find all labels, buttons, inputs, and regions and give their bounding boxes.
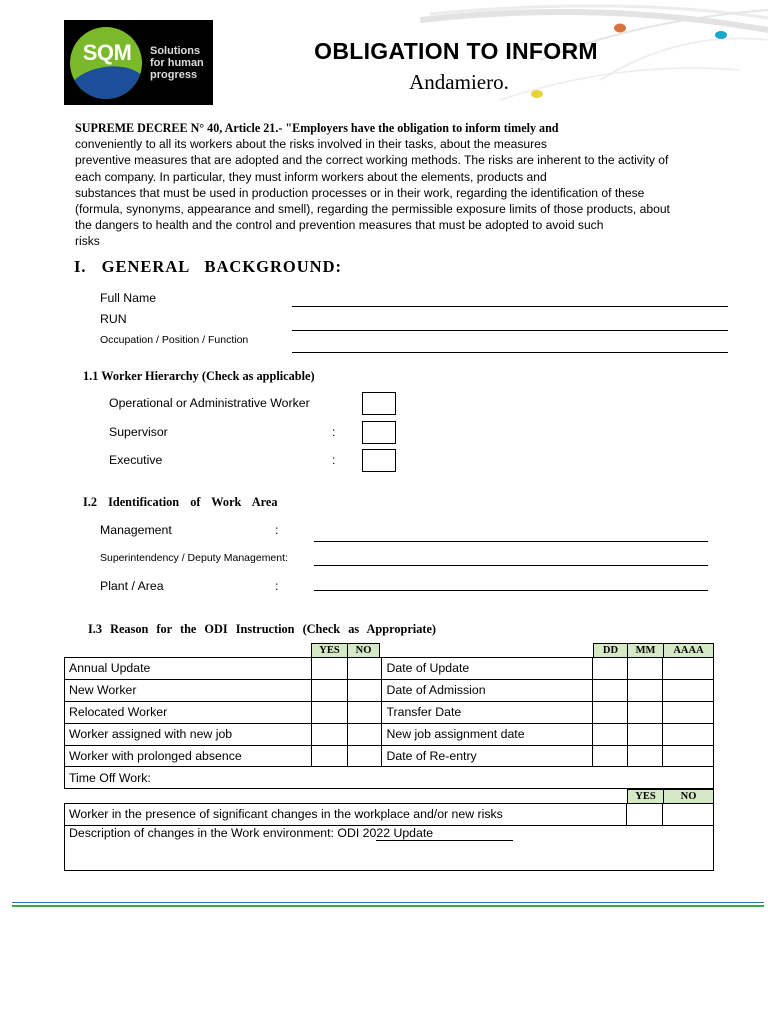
changes-yes-cell[interactable] — [627, 804, 663, 826]
decree-lead: SUPREME DECREE N° 40, Article 21.- "Employers have the obligation to inform timely and — [75, 121, 559, 135]
reason-label: Worker assigned with new job — [65, 723, 312, 745]
section-general-background-heading: I. GENERAL BACKGROUND: — [74, 257, 342, 276]
run-field[interactable] — [292, 330, 728, 331]
plant-area-field[interactable] — [314, 590, 708, 591]
yyyy-header: AAAA — [663, 643, 714, 658]
decree-line: substances that must be used in production processes or in their work, regarding the identification of these — [75, 185, 645, 200]
yyyy-cell[interactable] — [663, 658, 714, 680]
yes-header: YES — [311, 643, 348, 658]
colon: : — [332, 425, 336, 439]
date-label: Date of Update — [382, 658, 593, 680]
date-label: Date of Re-entry — [382, 745, 593, 767]
hierarchy-executive-checkbox[interactable] — [362, 449, 396, 472]
yyyy-cell[interactable] — [663, 723, 714, 745]
no-cell[interactable] — [347, 701, 382, 723]
work-area-heading: I.2 Identification of Work Area — [83, 495, 278, 509]
decree-line: the dangers to health and the control and prevention measures that must be adopted to avoid such — [75, 218, 604, 233]
colon: : — [332, 453, 336, 467]
date-label: New job assignment date — [382, 723, 593, 745]
occupation-label: Occupation / Position / Function — [100, 334, 249, 346]
run-label: RUN — [100, 312, 127, 326]
no-cell[interactable] — [347, 658, 382, 680]
hierarchy-supervisor-label: Supervisor — [109, 425, 168, 439]
decree-line: (formula, synonyms, appearance and smell), regarding the permissible exposure limits of those products, about — [75, 202, 670, 217]
mm-cell[interactable] — [628, 679, 663, 701]
dd-cell[interactable] — [593, 723, 628, 745]
superintendency-label: Superintendency / Deputy Management: — [100, 552, 288, 564]
orange-dot — [614, 24, 626, 33]
mm-cell[interactable] — [628, 745, 663, 767]
hierarchy-operational-label: Operational or Administrative Worker — [109, 396, 310, 410]
yyyy-cell[interactable] — [663, 701, 714, 723]
dd-cell[interactable] — [593, 701, 628, 723]
table-row — [65, 804, 714, 826]
yes-cell[interactable] — [311, 679, 347, 701]
mm-header: MM — [627, 643, 664, 658]
decree-line: each company. In particular, they must inform workers about the elements, products and — [75, 169, 547, 184]
time-off-work-cell[interactable]: Time Off Work: — [65, 767, 714, 789]
table-row — [65, 825, 714, 870]
reason-label: Worker with prolonged absence — [65, 745, 312, 767]
changes-table — [64, 803, 714, 871]
description-label: Description of changes in the Work environment: ODI 20 — [69, 825, 377, 840]
no-header: NO — [347, 643, 380, 658]
odi-reason-table — [64, 657, 714, 789]
description-value: 22 Update — [376, 826, 513, 841]
dd-cell[interactable] — [593, 658, 628, 680]
hierarchy-executive-label: Executive — [109, 453, 163, 467]
changes-yes-header: YES — [627, 789, 664, 804]
colon: : — [275, 579, 279, 593]
reason-label: New Worker — [65, 679, 312, 701]
hierarchy-supervisor-checkbox[interactable] — [362, 421, 396, 444]
yes-cell[interactable] — [311, 723, 347, 745]
page-subtitle: Andamiero. — [409, 70, 509, 94]
table-row — [65, 658, 714, 680]
management-field[interactable] — [314, 541, 708, 542]
description-cell[interactable] — [65, 825, 714, 870]
full-name-field[interactable] — [292, 306, 728, 307]
table-row — [65, 767, 714, 789]
superintendency-field[interactable] — [314, 565, 708, 566]
changes-no-header: NO — [663, 789, 714, 804]
mm-cell[interactable] — [628, 723, 663, 745]
decree-line: conveniently to all its workers about the risks involved in their tasks, about the measures — [75, 137, 547, 152]
no-cell[interactable] — [347, 745, 382, 767]
table-row — [65, 723, 714, 745]
decree-paragraph — [75, 120, 697, 250]
yyyy-cell[interactable] — [663, 745, 714, 767]
dd-header: DD — [593, 643, 628, 658]
management-label: Management — [100, 523, 172, 537]
full-name-label: Full Name — [100, 291, 157, 305]
reason-label: Annual Update — [65, 658, 312, 680]
worker-hierarchy-heading: 1.1 Worker Hierarchy (Check as applicable) — [83, 369, 315, 383]
decree-line: preventive measures that are adopted and the correct working methods. The risks are inherent to the activity of — [75, 153, 669, 168]
colon: : — [275, 523, 279, 537]
table-row — [65, 745, 714, 767]
occupation-field[interactable] — [292, 352, 728, 353]
hierarchy-operational-checkbox[interactable] — [362, 392, 396, 415]
decree-line: risks — [75, 234, 100, 249]
no-cell[interactable] — [347, 679, 382, 701]
plant-area-label: Plant / Area — [100, 579, 164, 593]
page-title: OBLIGATION TO INFORM — [314, 38, 598, 64]
yes-cell[interactable] — [311, 701, 347, 723]
yes-cell[interactable] — [311, 745, 347, 767]
sqm-logo — [64, 20, 213, 105]
date-label: Transfer Date — [382, 701, 593, 723]
no-cell[interactable] — [347, 723, 382, 745]
mm-cell[interactable] — [628, 658, 663, 680]
table-row — [65, 679, 714, 701]
footer-line-blue — [12, 902, 764, 903]
reason-label: Relocated Worker — [65, 701, 312, 723]
blue-dot — [715, 31, 727, 39]
logo-tagline: Solutions for human progress — [150, 45, 204, 81]
changes-label: Worker in the presence of significant changes in the workplace and/or new risks — [65, 804, 627, 826]
yes-cell[interactable] — [311, 658, 347, 680]
mm-cell[interactable] — [628, 701, 663, 723]
odi-reason-heading: I.3 Reason for the ODI Instruction (Check as Appropriate) — [88, 622, 436, 636]
dd-cell[interactable] — [593, 679, 628, 701]
dd-cell[interactable] — [593, 745, 628, 767]
date-label: Date of Admission — [382, 679, 593, 701]
table-row — [65, 701, 714, 723]
changes-no-cell[interactable] — [663, 804, 714, 826]
logo-brand: SQM — [82, 40, 132, 65]
yyyy-cell[interactable] — [663, 679, 714, 701]
footer-line-green — [12, 905, 764, 907]
